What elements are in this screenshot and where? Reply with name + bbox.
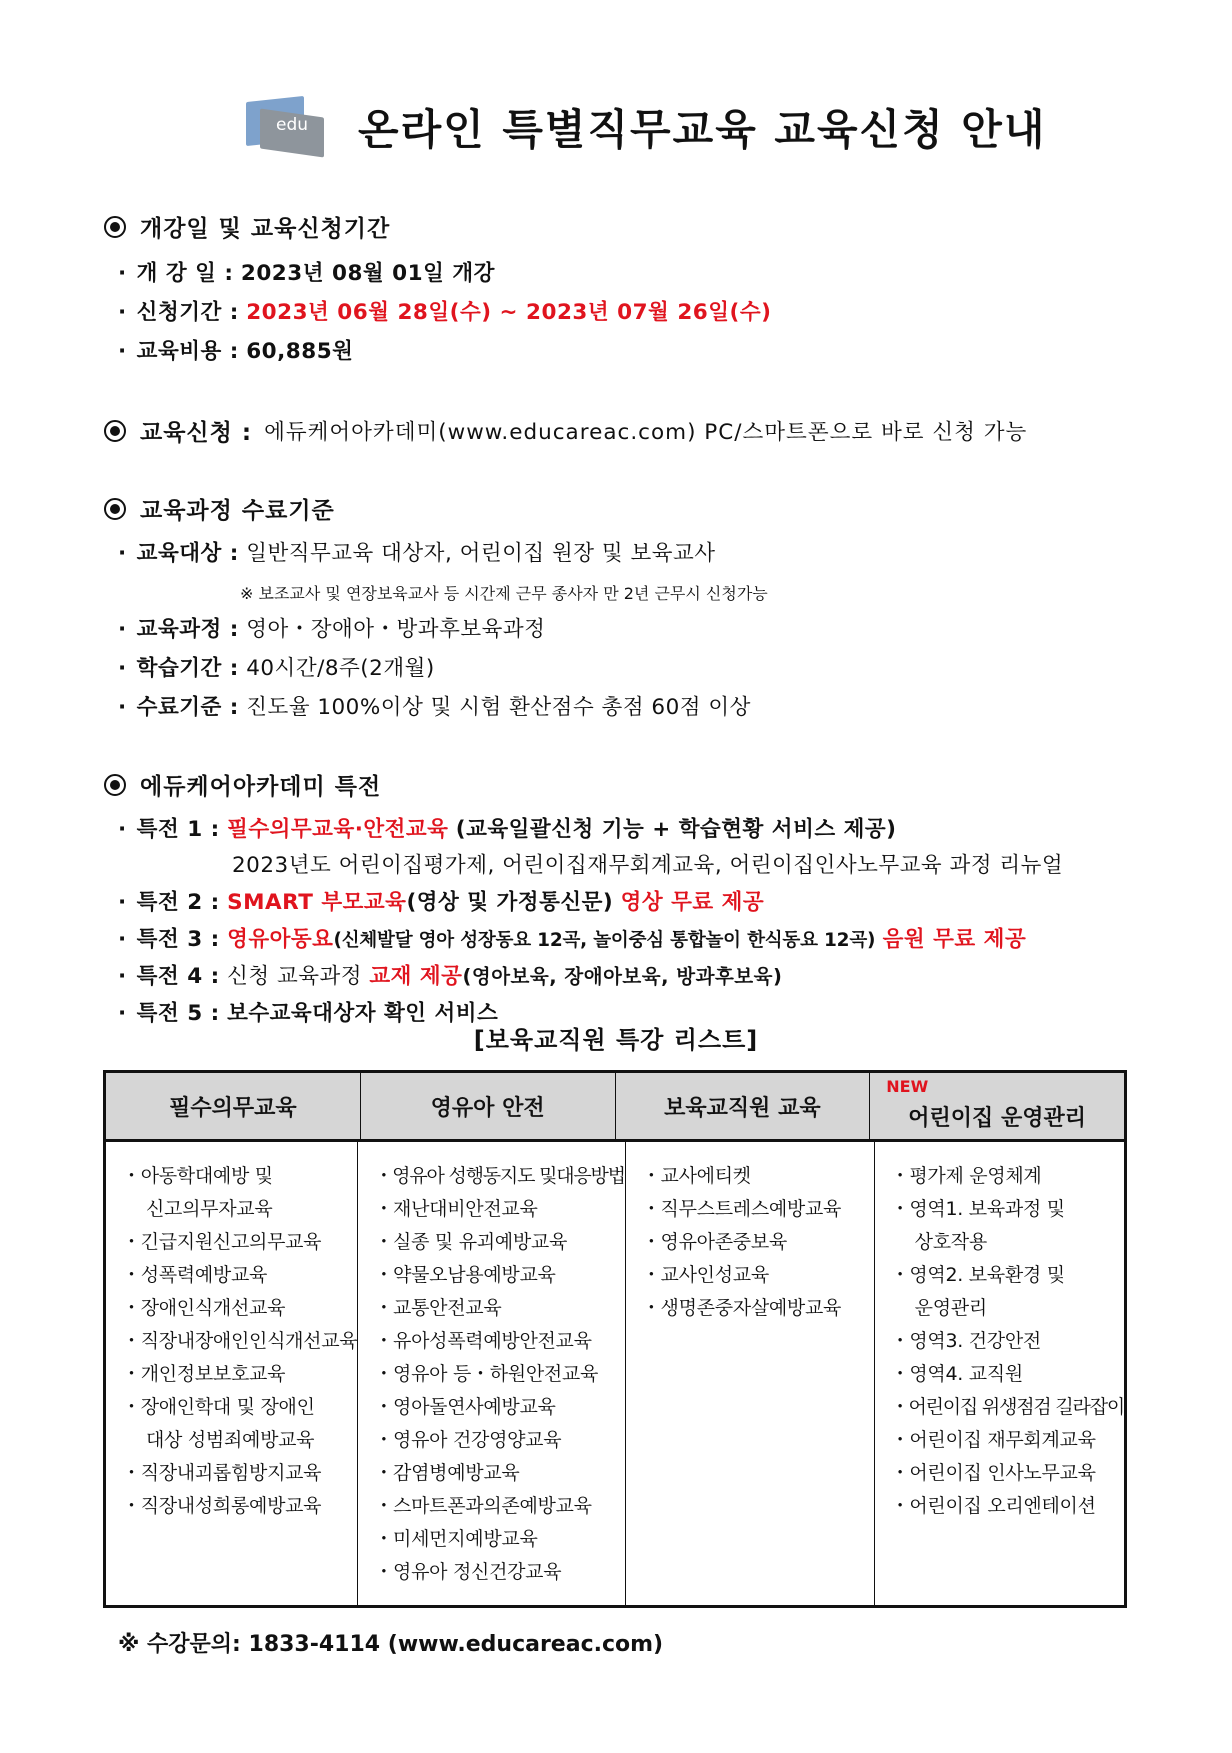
list-item: 대상 성범죄예방교육 bbox=[146, 1429, 315, 1451]
list-item: ・어린이집 오리엔테이션 bbox=[890, 1495, 1096, 1517]
circle-bullet-icon bbox=[104, 420, 126, 442]
page-title: 온라인 특별직무교육 교육신청 안내 bbox=[358, 105, 1047, 154]
schedule-row: · 개 강 일 : 2023년 08월 01일 개강 bbox=[118, 261, 495, 286]
list-item: ・성폭력예방교육 bbox=[122, 1264, 268, 1286]
benefit-5: · 특전 5 : 보수교육대상자 확인 서비스 bbox=[118, 1001, 499, 1026]
row-value: 2023년 08월 01일 개강 bbox=[240, 261, 495, 286]
column-staff-education bbox=[626, 1142, 875, 1605]
list-item: ・개인정보보호교육 bbox=[122, 1363, 286, 1385]
list-item: ・영유아 정신건강교육 bbox=[374, 1561, 562, 1583]
benefit-3: · 특전 3 : 영유아동요(신체발달 영아 성장동요 12곡, 놀이중심 통합놀이 한식동요 12곡) 음원 무료 제공 bbox=[118, 927, 1027, 952]
schedule-heading: 개강일 및 교육신청기간 bbox=[140, 216, 391, 242]
list-item: 상호작용 bbox=[914, 1231, 987, 1253]
list-item: ・직장내괴롭힘방지교육 bbox=[122, 1462, 322, 1484]
apply-text: 에듀케어아카데미(www.educareac.com) PC/스마트폰으로 바로 신청 가능 bbox=[264, 420, 1028, 445]
list-item: ・미세먼지예방교육 bbox=[374, 1528, 538, 1550]
list-item: ・어린이집 위생점검 길라잡이 bbox=[890, 1396, 1124, 1418]
list-item: ・생명존중자살예방교육 bbox=[641, 1297, 842, 1319]
list-item: ・재난대비안전교육 bbox=[374, 1198, 538, 1220]
column-header-new: NEW 어린이집 운영관리 bbox=[886, 1077, 1086, 1131]
benefit-4: · 특전 4 : 신청 교육과정 교재 제공(영아보육, 장애아보육, 방과후보육) bbox=[118, 964, 783, 989]
list-item: ・교사에티켓 bbox=[641, 1165, 751, 1187]
list-item: ・영역4. 교직원 bbox=[890, 1363, 1023, 1385]
row-label: 개 강 일 : bbox=[136, 261, 234, 286]
list-item: ・영유아 건강영양교육 bbox=[374, 1429, 562, 1451]
list-item: ・약물오남용예방교육 bbox=[374, 1264, 556, 1286]
course-table bbox=[103, 1070, 1127, 1608]
list-item: ・아동학대예방 및 bbox=[122, 1165, 273, 1187]
list-item: ・어린이집 인사노무교육 bbox=[890, 1462, 1096, 1484]
list-item: ・영유아존중보육 bbox=[641, 1231, 787, 1253]
column-header: 보육교직원 교육 bbox=[616, 1073, 871, 1139]
list-item: ・어린이집 재무회계교육 bbox=[890, 1429, 1096, 1451]
benefit-1: · 특전 1 : 필수의무교육·안전교육 (교육일괄신청 기능 + 학습현황 서비스 제공) bbox=[118, 817, 897, 842]
criteria-row: · 수료기준 : 진도율 100%이상 및 시험 환산점수 총점 60점 이상 bbox=[118, 695, 751, 720]
circle-bullet-icon bbox=[104, 498, 126, 520]
circle-bullet-icon bbox=[104, 216, 126, 238]
benefits-heading: 에듀케어아카데미 특전 bbox=[140, 774, 382, 800]
benefit-2: · 특전 2 : SMART 부모교육(영상 및 가정통신문) 영상 무료 제공 bbox=[118, 890, 765, 915]
row-label: 신청기간 : bbox=[136, 300, 239, 325]
edu-logo bbox=[240, 95, 332, 159]
list-item: ・스마트폰과의존예방교육 bbox=[374, 1495, 592, 1517]
column-header: 필수의무교육 bbox=[106, 1073, 361, 1139]
list-item: ・영역2. 보육환경 및 bbox=[890, 1264, 1065, 1286]
criteria-section bbox=[104, 492, 335, 525]
list-item: ・직장내성희롱예방교육 bbox=[122, 1495, 322, 1517]
schedule-row: · 신청기간 : 2023년 06월 28일(수) ~ 2023년 07월 26일(수) bbox=[118, 300, 772, 325]
list-item: ・영역3. 건강안전 bbox=[890, 1330, 1041, 1352]
list-item: ・영아돌연사예방교육 bbox=[374, 1396, 556, 1418]
list-item: ・평가제 운영체계 bbox=[890, 1165, 1042, 1187]
column-daycare-management bbox=[875, 1142, 1124, 1605]
benefits-section bbox=[104, 768, 381, 801]
list-item: ・실종 및 유괴예방교육 bbox=[374, 1231, 568, 1253]
list-item: ・직장내장애인인식개선교육 bbox=[122, 1330, 358, 1352]
criteria-note: ※ 보조교사 및 연장보육교사 등 시간제 근무 종사자 만 2년 근무시 신청가능 bbox=[240, 584, 768, 603]
list-item: ・유아성폭력예방안전교육 bbox=[374, 1330, 592, 1352]
list-item: 신고의무자교육 bbox=[146, 1198, 273, 1220]
criteria-row: · 교육대상 : 일반직무교육 대상자, 어린이집 원장 및 보육교사 bbox=[118, 541, 716, 566]
apply-section bbox=[104, 414, 1027, 447]
logo-text: edu bbox=[276, 115, 309, 135]
document-header bbox=[240, 92, 1046, 162]
list-item: ・장애인학대 및 장애인 bbox=[122, 1396, 315, 1418]
apply-heading: 교육신청 : bbox=[140, 420, 253, 446]
schedule-row: · 교육비용 : 60,885원 bbox=[118, 339, 354, 364]
list-item: ・교사인성교육 bbox=[641, 1264, 769, 1286]
column-header: 영유아 안전 bbox=[361, 1073, 616, 1139]
row-label: 교육비용 : bbox=[136, 339, 239, 364]
list-item: ・직무스트레스예방교육 bbox=[641, 1198, 842, 1220]
row-value: 60,885원 bbox=[246, 339, 354, 364]
list-item: ・긴급지원신고의무교육 bbox=[122, 1231, 322, 1253]
list-item: ・감염병예방교육 bbox=[374, 1462, 520, 1484]
row-value: 2023년 06월 28일(수) ~ 2023년 07월 26일(수) bbox=[246, 300, 772, 325]
table-title: [보육교직원 특강 리스트] bbox=[473, 1026, 759, 1054]
contact-footer: ※ 수강문의: 1833-4114 (www.educareac.com) bbox=[118, 1632, 664, 1657]
column-child-safety bbox=[358, 1142, 625, 1605]
column-mandatory bbox=[106, 1142, 358, 1605]
list-item: ・영유아 등・하원안전교육 bbox=[374, 1363, 599, 1385]
list-item: ・영유아 성행동지도 및대응방법 bbox=[374, 1165, 625, 1187]
list-item: ・교통안전교육 bbox=[374, 1297, 502, 1319]
criteria-row: · 교육과정 : 영아・장애아・방과후보육과정 bbox=[118, 617, 546, 642]
new-badge: NEW bbox=[886, 1077, 929, 1096]
circle-bullet-icon bbox=[104, 774, 126, 796]
criteria-heading: 교육과정 수료기준 bbox=[140, 498, 335, 524]
table-header bbox=[106, 1073, 1124, 1142]
table-body bbox=[106, 1142, 1124, 1605]
list-item: ・장애인식개선교육 bbox=[122, 1297, 286, 1319]
criteria-row: · 학습기간 : 40시간/8주(2개월) bbox=[118, 656, 435, 681]
benefit-1-sub: 2023년도 어린이집평가제, 어린이집재무회계교육, 어린이집인사노무교육 과정 리뉴얼 bbox=[232, 853, 1064, 878]
schedule-section bbox=[104, 210, 390, 243]
list-item: ・영역1. 보육과정 및 bbox=[890, 1198, 1065, 1220]
list-item: 운영관리 bbox=[914, 1297, 987, 1319]
